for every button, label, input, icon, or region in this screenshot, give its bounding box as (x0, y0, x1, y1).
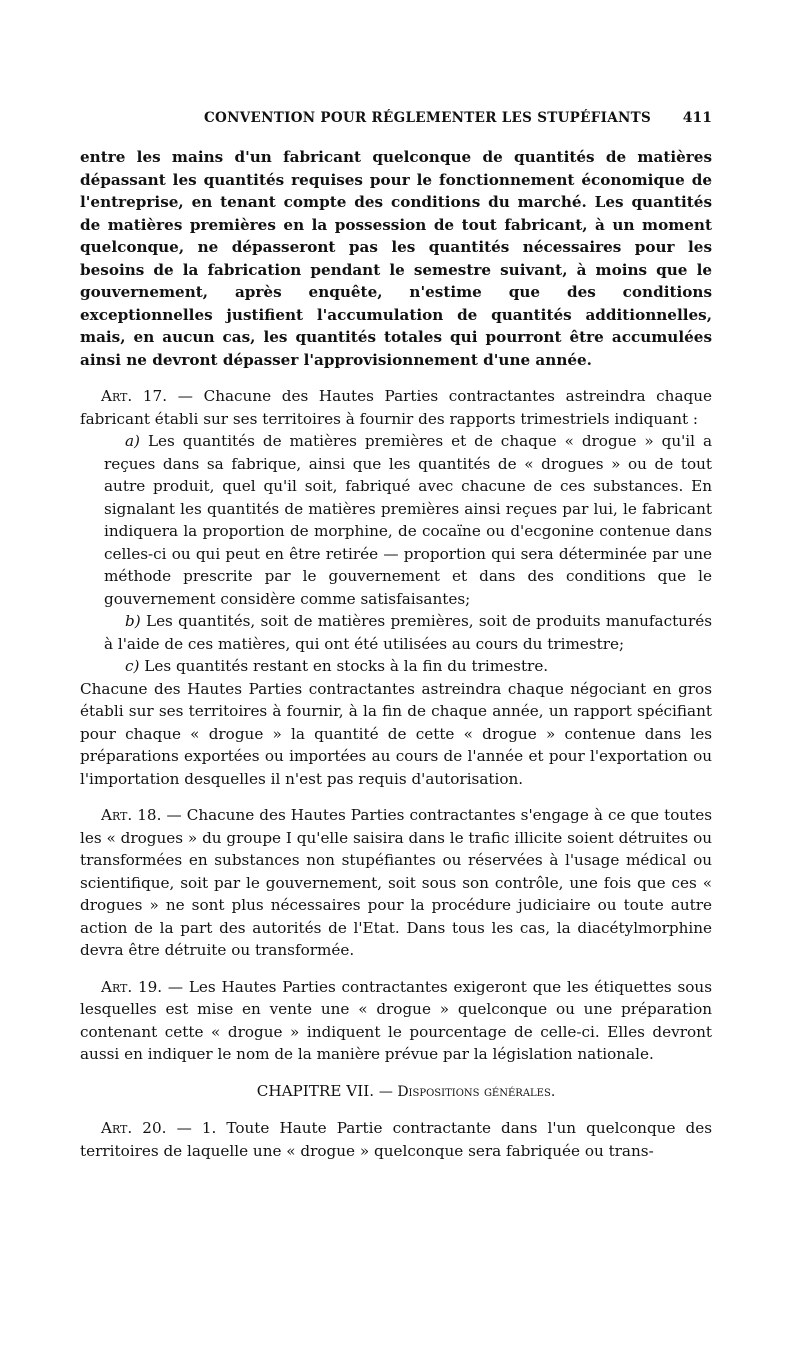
article-20-label: Art. 20. (101, 1119, 167, 1137)
article-17 (80, 385, 712, 430)
page-number: 411 (682, 110, 712, 126)
item-b-text: Les quantités, soit de matières premières, soit de produits manufacturés à l'aide de ces matières, qui ont été utilisées au cours du trimestre; (104, 612, 713, 653)
item-c-text: Les quantités restant en stocks à la fin du trimestre. (144, 657, 549, 675)
item-a-text: Les quantités de matières premières et de chaque « drogue » qu'il a reçues dans sa fabrique, ainsi que les quantités de « drogues » ou de tout autre produit, quel qu'il soit, fabriqué avec chacune de ces substances. En signalant les quantités de matières premières ainsi reçues par lui, le fabricant indiquera la proportion de morphine, de cocaïne ou d'ecgonine contenue dans celles-ci ou qui peut en être retirée — proportion qui sera déterminée par une méthode prescrite par le gouvernement et dans des conditions que le gouvernement considère comme satisfaisantes; (104, 432, 713, 608)
chapter-title: CHAPITRE VII. (256, 1081, 375, 1100)
article-18 (80, 804, 712, 962)
article-18-text: — Chacune des Hautes Parties contractantes s'engage à ce que toutes les « drogues » du groupe I qu'elle saisira dans le trafic illicite soient détruites ou transformées en substances non stupéfiantes ou réservées à l'usage médical ou scientifique, soit par le gouvernement, soit sous son contrôle, une fois que ces « drogues » ne sont plus nécessaires pour la procédure judiciaire ou toute autre action de la part des autorités de l'Etat. Dans tous les cas, la diacétylmorphine devra être détruite ou transformée. (80, 806, 713, 959)
article-17-closing: Chacune des Hautes Parties contractantes astreindra chaque négociant en gros établi sur ses territoires à fournir, à la fin de chaque année, un rapport spécifiant pour chaque « drogue » la quantité de cette « drogue » contenue dans les préparations exportées ou importées au cours de l'année et pour l'exportation ou l'importation desquelles il n'est pas requis d'autorisation. (80, 679, 712, 788)
article-20-text: — 1. Toute Haute Partie contractante dans l'un quelconque des territoires de laquelle une « drogue » quelconque sera fabriquée ou trans- (80, 1119, 713, 1160)
chapter-heading (80, 1080, 712, 1104)
page-header (80, 110, 712, 132)
article-19 (80, 976, 712, 1066)
article-19-label: Art. 19. (101, 977, 163, 996)
body-text (80, 146, 712, 1162)
item-c-marker: c) (125, 657, 140, 675)
paragraph-intro: entre les mains d'un fabricant quelconque de quantités de matières dépassant les quantités requises pour le fonctionnement économique de l'entreprise, en tenant compte des conditions du marché. Les quantités de matières premières en la possession de tout fabricant, à un moment quelconque, ne dépasseront pas les quantités nécessaires pour les besoins de la fabrication pendant le semestre suivant, à moins que le gouvernement, après enquête, n'estime que des conditions exceptionnelles justifient l'accumulation de quantités additionnelles, mais, en aucun cas, les quantités totales qui pourront être accumulées ainsi ne devront dépasser l'approvisionnement d'une année. (80, 148, 712, 369)
article-17-item-a (80, 430, 712, 610)
item-a-marker: a) (125, 432, 140, 450)
article-18-label: Art. 18. (101, 806, 162, 824)
article-17-label: Art. 17. (101, 387, 168, 405)
article-17-text: — Chacune des Hautes Parties contractantes astreindra chaque fabricant établi sur ses territoires à fournir des rapports trimestriels indiquant : (80, 387, 713, 428)
article-17-item-b (80, 610, 712, 655)
article-20 (80, 1117, 712, 1162)
running-title: CONVENTION POUR RÉGLEMENTER LES STUPÉFIANTS (204, 110, 652, 126)
chapter-subtitle: — Dispositions générales. (378, 1083, 556, 1100)
item-b-marker: b) (125, 612, 141, 630)
article-19-text: — Les Hautes Parties contractantes exigeront que les étiquettes sous lesquelles est mise en vente une « drogue » quelconque ou une préparation contenant cette « drogue » indiquent le pourcentage de celle-ci. Elles devront aussi en indiquer le nom de la manière prévue par la législation nationale. (80, 977, 713, 1063)
article-17-item-c (80, 655, 712, 678)
